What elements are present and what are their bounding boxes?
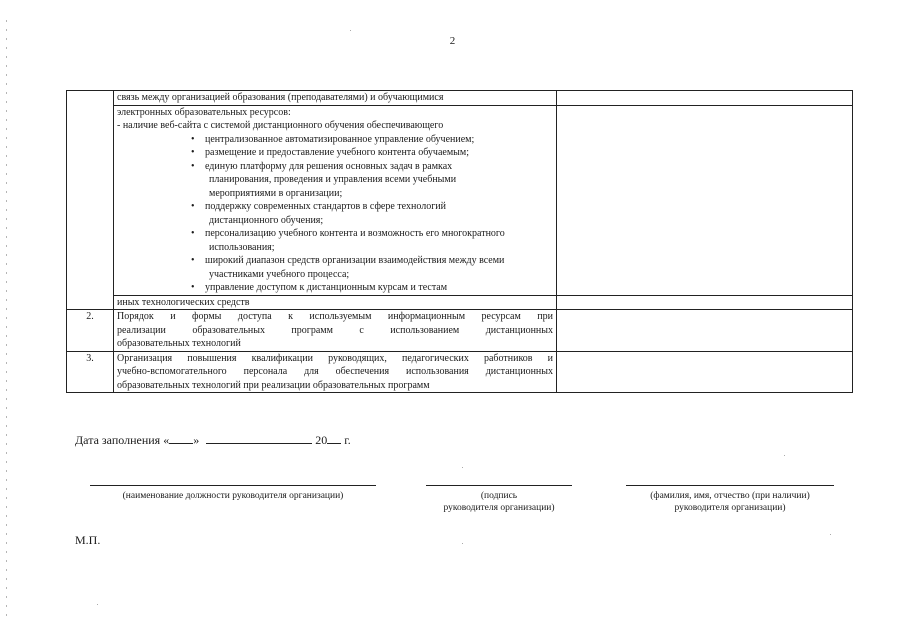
table-row [67,91,853,106]
stamp-label: М.П. [75,533,101,547]
row-number-cell: 3. [67,351,114,393]
table-row [67,351,853,393]
month-blank[interactable] [206,432,312,444]
description-cell: иных технологических средств [114,295,557,310]
row-number-cell: 2. [67,310,114,352]
list-item: • управление доступом к дистанционным курсам и тестам [191,281,553,295]
list-item: • размещение и предоставление учебного контента обучаемым; [191,146,553,160]
list-item: • широкий диапазон средств организации взаимодействия между всеми участниками учебного процесса; [191,254,553,281]
quote-close: » [193,433,200,447]
year-blank[interactable] [327,432,341,444]
year-suffix: г. [344,433,351,447]
form-table [66,90,853,393]
signature-caption: (подпись руководителя организации) [443,491,555,513]
row-number-cell [67,91,114,310]
bullet-list [117,133,553,295]
value-cell[interactable] [557,351,853,393]
scan-speck [830,534,831,535]
name-signature-line[interactable] [626,485,834,486]
list-item: • единую платформу для решения основных задач в рамках планирования, проведения и управления всеми учебными мероприятиями в организации; [191,160,553,201]
description-cell: Организация повышения квалификации руководящих, педагогических работников и учебно-вспомогательного персонала для обеспечения использования дистанционных образовательных технологий при реализации образовательных программ [114,351,557,393]
value-cell[interactable] [557,310,853,352]
value-cell[interactable] [557,91,853,106]
position-caption: (наименование должности руководителя организации) [122,491,344,501]
position-signature-line[interactable] [90,485,376,486]
scan-speck [462,467,463,468]
table-row [67,295,853,310]
day-blank[interactable] [169,432,193,444]
scan-speck [462,543,463,544]
description-cell: связь между организацией образования (преподавателями) и обучающимися [114,91,557,106]
table-row [67,310,853,352]
fill-date-line [75,432,351,448]
website-line: - наличие веб-сайта с системой дистанционного обучения обеспечивающего [117,120,444,131]
list-item: • централизованное автоматизированное управление обучением; [191,133,553,147]
intro-line: электронных образовательных ресурсов: [117,106,291,118]
date-label: Дата заполнения « [75,433,170,447]
signature-line[interactable] [426,485,572,486]
value-cell[interactable] [557,295,853,310]
value-cell[interactable] [557,105,853,295]
description-cell: Порядок и формы доступа к используемым информационным ресурсам при реализации образовательных программ с использованием дистанционных образовательных технологий [114,310,557,352]
list-item: • персонализацию учебного контента и возможность его многократного использования; [191,227,553,254]
description-cell [114,105,557,295]
scan-speck [784,455,785,456]
list-item: • поддержку современных стандартов в сфере технологий дистанционного обучения; [191,200,553,227]
name-caption: (фамилия, имя, отчество (при наличии) руководителя организации) [650,491,810,513]
table-row [67,105,853,295]
scan-edge-marks [6,20,7,620]
scan-speck [350,30,351,31]
year-prefix: 20 [315,433,328,447]
scan-speck [97,604,98,605]
page-number: 2 [449,35,456,47]
